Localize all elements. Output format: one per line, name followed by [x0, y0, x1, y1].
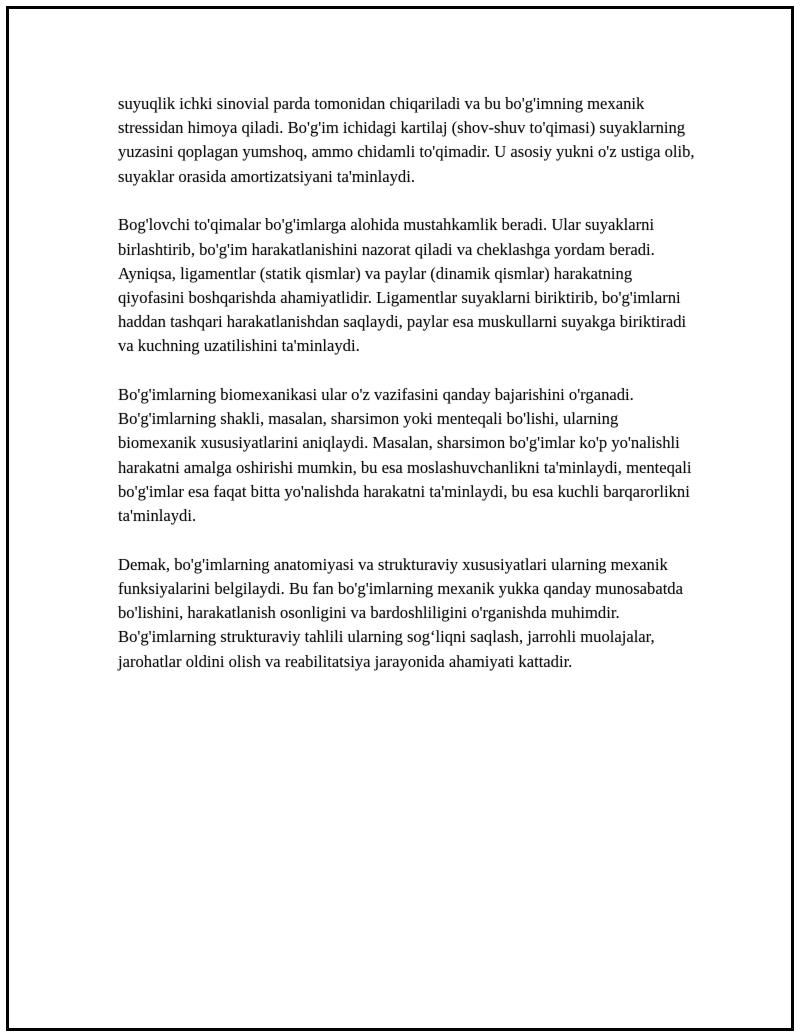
paragraph-connective-tissue: Bog'lovchi to'qimalar bo'g'imlarga alohida mustahkamlik beradi. Ular suyaklarni birlashtirib, bo'g'im harakatlanishini nazorat qiladi va cheklashga yordam beradi. Ayniqsa, ligamentlar (statik qismlar) va paylar (dinamik qismlar) harakatning qiyofasini boshqarishda ahamiyatlidir. Ligamentlar suyaklarni biriktirib, bo'g'imlarni haddan tashqari harakatlanishdan saqlaydi, paylar esa muskullarni suyakga biriktiradi va kuchning uzatilishini ta'minlaydi.: [118, 215, 687, 356]
paragraph-synovial-fluid: suyuqlik ichki sinovial parda tomonidan chiqariladi va bu bo'g'imning mexanik stressidan himoya qiladi. Bo'g'im ichidagi kartilaj (shov-shuv to'qimasi) suyaklarning yuzasini qoplagan yumshoq, ammo chidamli to'qimadir. U asosiy yukni o'z ustiga olib, suyaklar orasida amortizatsiyani ta'minlaydi.: [118, 94, 695, 186]
paragraph-biomechanics: Bo'g'imlarning biomexanikasi ular o'z vazifasini qanday bajarishini o'rganadi. Bo'g'imlarning shakli, masalan, sharsimon yoki menteqali bo'lishi, ularning biomexanik xususiyatlarini aniqlaydi. Masalan, sharsimon bo'g'imlar ko'p yo'nalishli harakatni amalga oshirishi mumkin, bu esa moslashuvchanlikni ta'minlaydi, menteqali bo'g'imlar esa faqat bitta yo'nalishda harakatni ta'minlaydi, bu esa kuchli barqarorlikni ta'minlaydi.: [118, 385, 692, 526]
document-body: [118, 92, 698, 674]
paragraph-conclusion: Demak, bo'g'imlarning anatomiyasi va strukturaviy xususiyatlari ularning mexanik funksiyalarini belgilaydi. Bu fan bo'g'imlarning mexanik yukka qanday munosabatda bo'lishini, harakatlanish osonligini va bardoshliligini o'rganishda muhimdir. Bo'g'imlarning strukturaviy tahlili ularning sog‘liqni saqlash, jarrohli muolajalar, jarohatlar oldini olish va reabilitatsiya jarayonida ahamiyati kattadir.: [118, 554, 683, 671]
